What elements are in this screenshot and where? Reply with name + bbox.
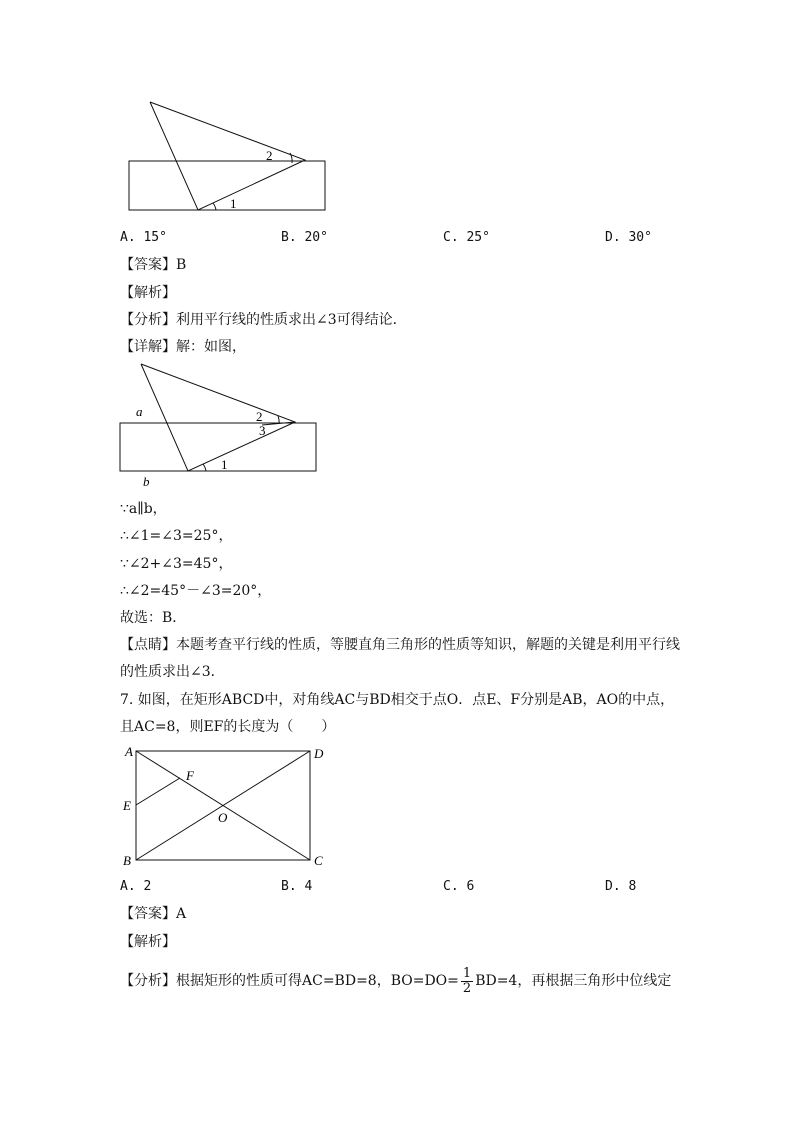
answer-label: 【答案】B: [120, 257, 187, 273]
option-d: D. 30°: [605, 230, 652, 245]
vertex-c-label: C: [314, 853, 323, 868]
step-4: ∴∠2=45°－∠3=20°，: [120, 583, 272, 599]
fraction-one-half: [461, 967, 473, 996]
line-a-label: a: [136, 404, 143, 419]
q7-analysis-part-1: 【分析】根据矩形的性质可得AC=BD=8，BO=DO=: [120, 973, 459, 989]
figure-3-rectangle-abcd: [118, 742, 333, 872]
detailed-solution-intro: 【详解】解：如图，: [120, 339, 246, 355]
step-1: ∵a∥b，: [120, 501, 167, 517]
q7-analysis-text: [120, 961, 671, 1001]
step-3: ∵∠2+∠3=45°，: [120, 556, 233, 572]
angle-2-label: 2: [266, 148, 273, 163]
step-2: ∴∠1=∠3=25°，: [120, 528, 233, 544]
comment-line-1: 【点睛】本题考查平行线的性质，等腰直角三角形的性质等知识，解题的关键是利用平行线: [120, 637, 680, 653]
angle-3-label: 3: [259, 423, 266, 438]
point-f-label: F: [186, 768, 194, 783]
q7-analysis-part-2: BD=4，再根据三角形中位线定: [475, 973, 672, 989]
vertex-b-label: B: [123, 853, 131, 868]
question-7-stem-line-1: 7. 如图，在矩形ABCD中，对角线AC与BD相交于点O．点E、F分别是AB，AO的中点，: [120, 692, 675, 708]
option-c: C. 25°: [443, 230, 490, 245]
q7-option-b: B. 4: [281, 879, 313, 894]
question-7-stem-line-2: 且AC=8，则EF的长度为（ ）: [120, 719, 336, 735]
point-e-label: E: [123, 798, 131, 813]
analysis-heading: 【解析】: [120, 285, 176, 301]
angle-1-arc: [203, 464, 206, 471]
option-a: A. 15°: [120, 230, 167, 245]
vertex-a-label: A: [125, 744, 133, 759]
point-o-label: O: [218, 810, 228, 825]
q7-option-d: D. 8: [605, 879, 637, 894]
line-b-label: b: [143, 474, 150, 489]
q7-option-a: A. 2: [120, 879, 152, 894]
q7-analysis-heading: 【解析】: [120, 934, 176, 950]
segment-ef: [136, 778, 180, 805]
rectangle-strip: [129, 161, 325, 210]
option-b: B. 20°: [281, 230, 328, 245]
figure-1-triangle-rectangle: [120, 95, 340, 220]
comment-line-2: 的性质求出∠3．: [120, 664, 225, 680]
fraction-numerator: 1: [462, 965, 472, 981]
triangle: [150, 102, 305, 210]
angle-2-label: 2: [256, 409, 263, 424]
vertex-d-label: D: [314, 746, 324, 761]
triangle: [141, 364, 295, 471]
angle-1-arc: [213, 203, 216, 210]
analysis-text: 【分析】利用平行线的性质求出∠3可得结论．: [120, 312, 407, 328]
choice-statement: 故选：B．: [120, 610, 187, 626]
rectangle-strip: [120, 423, 316, 471]
angle-1-label: 1: [221, 457, 228, 472]
figure-2-annotated: [110, 358, 335, 493]
fraction-denominator: 2: [462, 980, 472, 996]
angle-1-label: 1: [230, 196, 237, 211]
q7-option-c: C. 6: [443, 879, 475, 894]
q7-answer-label: 【答案】A: [120, 906, 187, 922]
